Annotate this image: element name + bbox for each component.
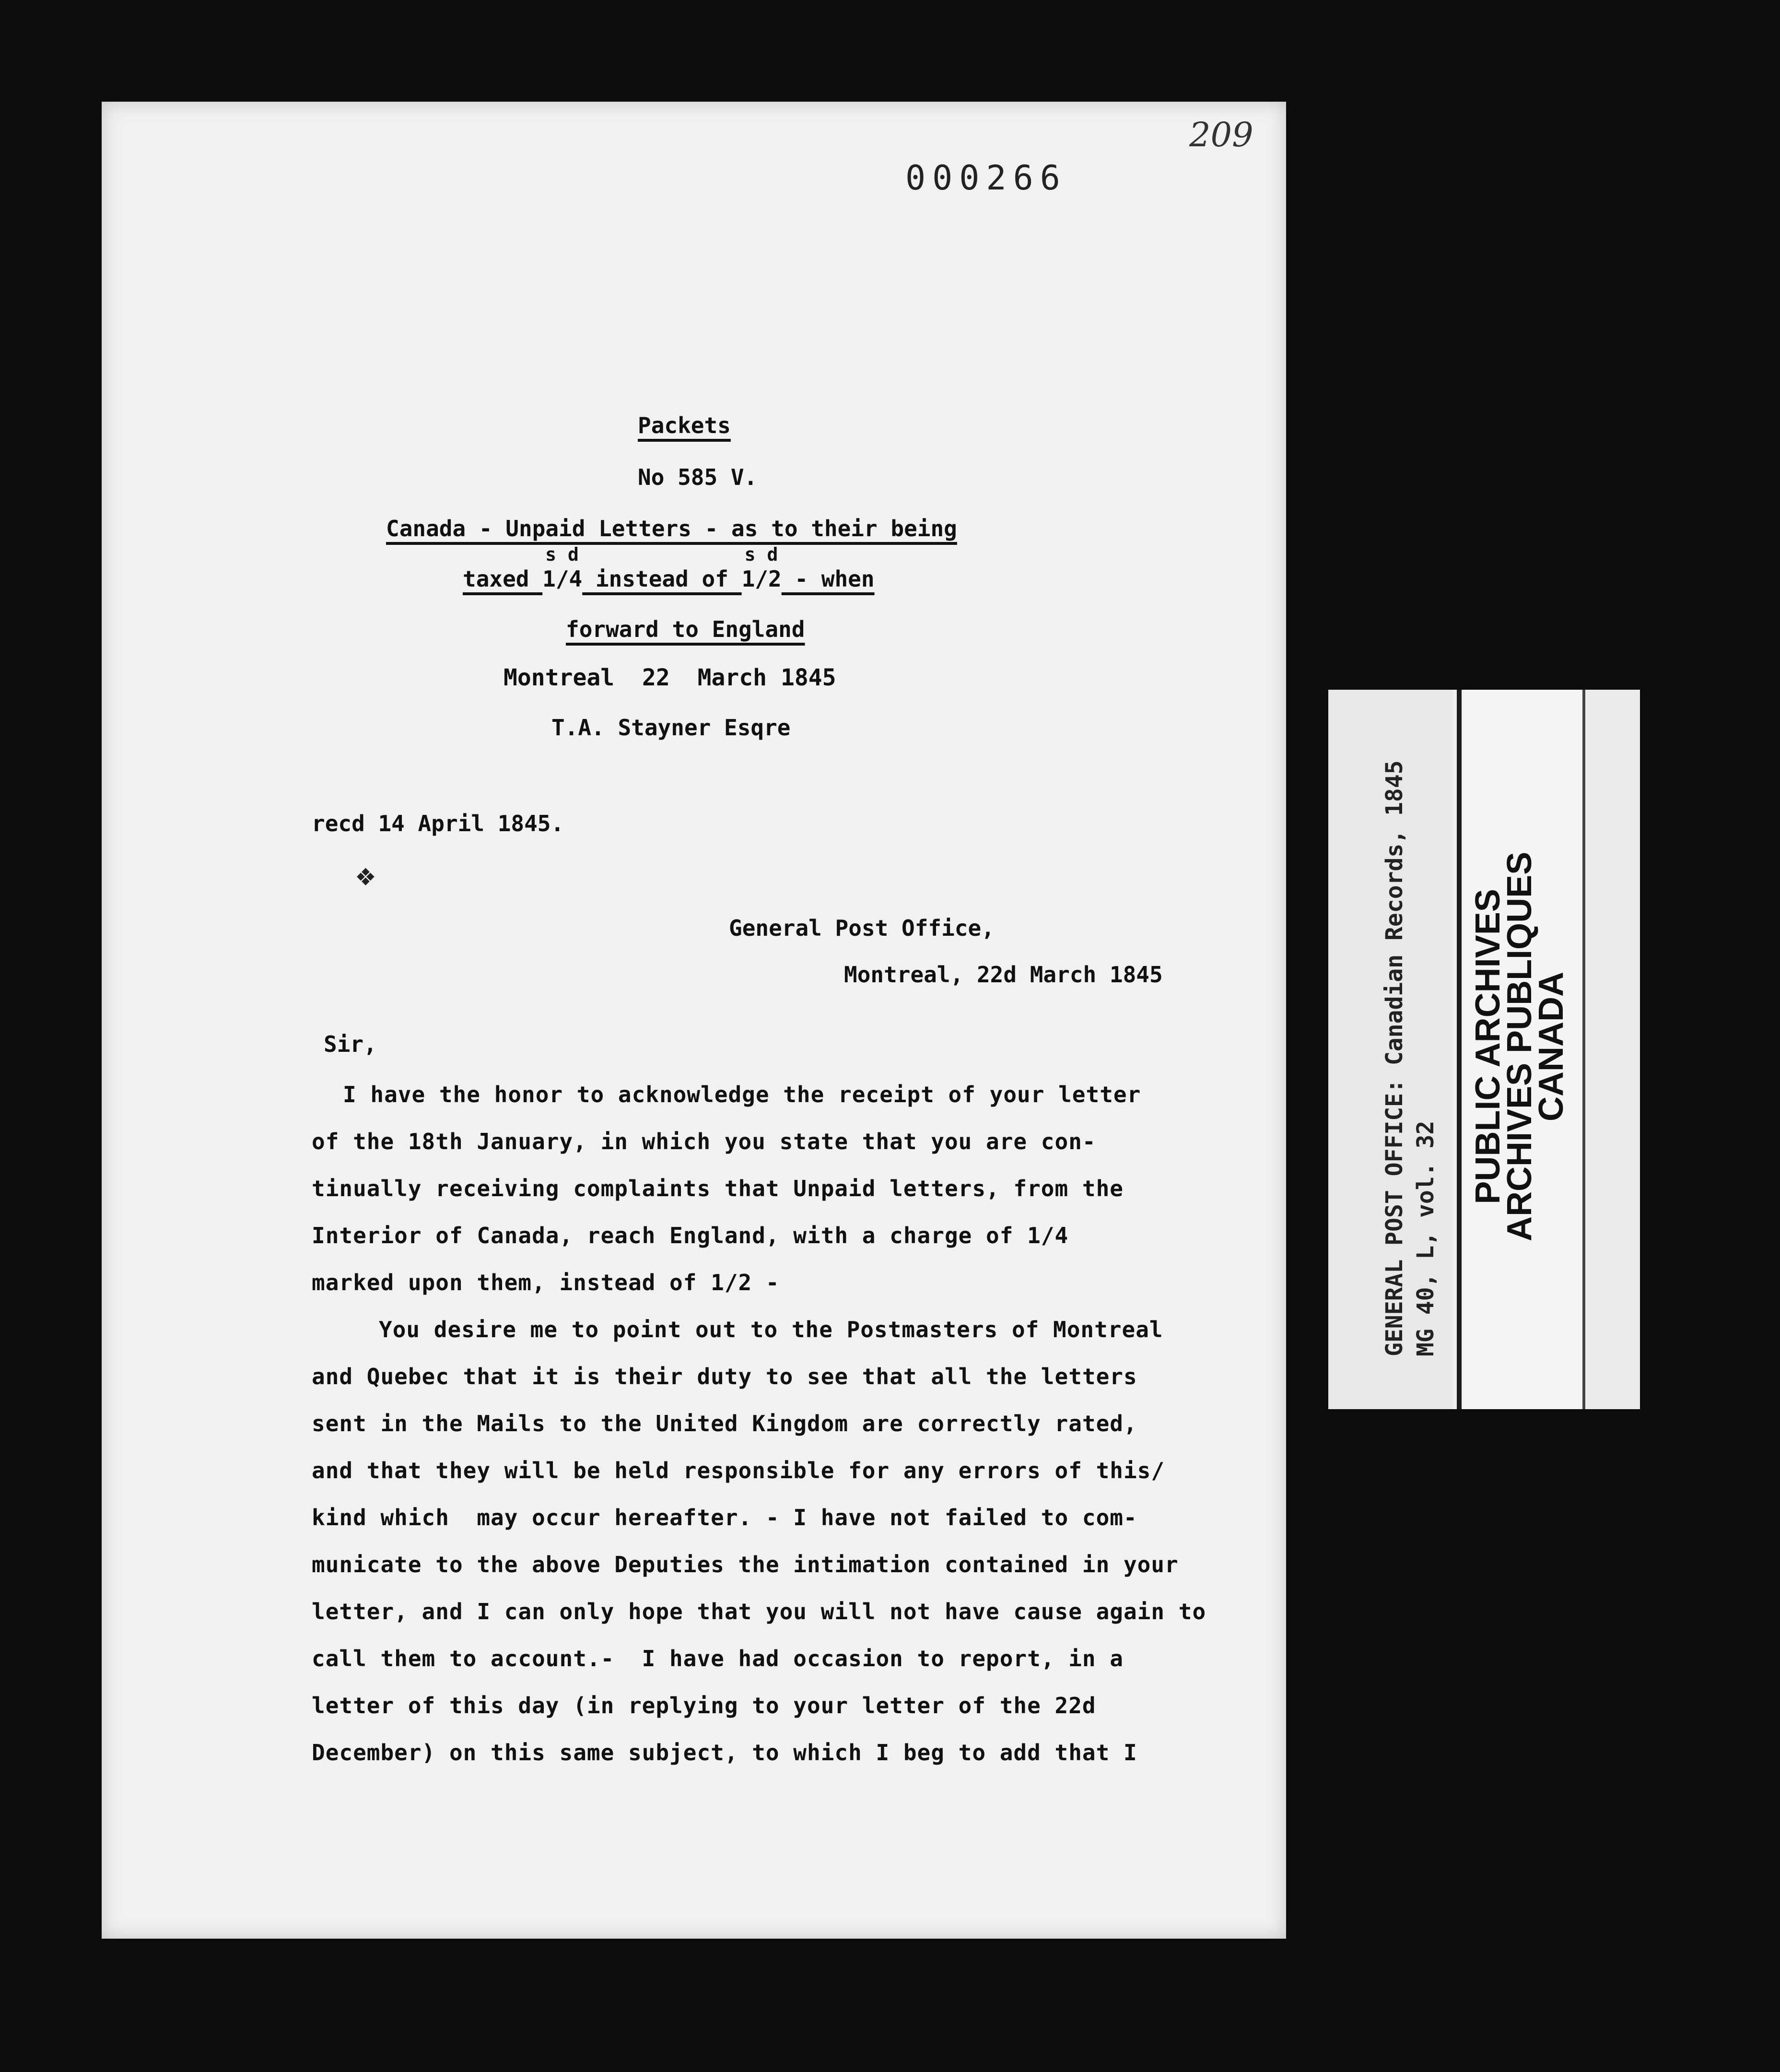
body-line: of the 18th January, in which you state that you are con- — [312, 1129, 1096, 1154]
body-line: You desire me to point out to the Postmasters of Montreal — [379, 1317, 1163, 1342]
office-date: Montreal, 22d March 1845 — [844, 962, 1163, 988]
heading-place-date: Montreal 22 March 1845 — [504, 664, 836, 691]
fraction-1-4-value: 1/4 — [542, 566, 583, 592]
received-note: recd 14 April 1845. — [312, 811, 564, 836]
archives-stamp — [1469, 851, 1570, 1241]
heading-title: Packets — [638, 412, 731, 438]
stamp-line-3: CANADA — [1532, 971, 1570, 1121]
body-line: and that they will be held responsible for any errors of this/ — [312, 1458, 1165, 1483]
subject-line2-mid: instead of — [582, 566, 742, 592]
fraction-1-2-value: 1/2 — [741, 566, 782, 592]
fraction-1-2 — [741, 544, 790, 592]
body-line: marked upon them, instead of 1/2 - — [312, 1270, 780, 1295]
strip-band-right — [1587, 690, 1640, 1409]
body-line: call them to account.- I have had occasion to report, in a — [312, 1646, 1124, 1672]
body-line: tinually receiving complaints that Unpaid letters, from the — [312, 1176, 1124, 1201]
record-line1: GENERAL POST OFFICE: Canadian Records, 1845 — [1381, 760, 1408, 1356]
pencil-folio-number: 209 — [1189, 115, 1253, 154]
salutation: Sir, — [324, 1031, 377, 1057]
strip-separator-2 — [1582, 690, 1585, 1409]
subject-line2-post: - when — [781, 566, 875, 592]
heading-subject-line1: Canada - Unpaid Letters - as to their being — [386, 516, 957, 542]
body-line: sent in the Mails to the United Kingdom are correctly rated, — [312, 1411, 1137, 1436]
office-name: General Post Office, — [729, 915, 995, 941]
bleed-through-text — [307, 336, 319, 359]
body-line: kind which may occur hereafter. - I have not failed to com- — [312, 1505, 1137, 1530]
heading-addressee: T.A. Stayner Esqre — [551, 715, 791, 741]
body-line: I have the honor to acknowledge the receipt of your letter — [343, 1082, 1141, 1107]
record-line2: MG 40, L, vol. 32 — [1412, 1120, 1439, 1356]
stamp-line-2: ARCHIVES PUBLIQUES — [1500, 851, 1539, 1241]
sd-label: sd — [744, 544, 790, 565]
stamp-line-1: PUBLIC ARCHIVES — [1469, 889, 1507, 1204]
subject-line2-pre: taxed — [463, 566, 543, 592]
document-number: 000266 — [905, 158, 1067, 198]
heading-subject-line2 — [463, 544, 875, 592]
body-line: municate to the above Deputies the intimation contained in your — [312, 1552, 1179, 1578]
heading-number: No 585 V. — [638, 464, 758, 490]
heading-subject-line3: forward to England — [566, 616, 805, 642]
body-line: and Quebec that it is their duty to see that all the letters — [312, 1364, 1137, 1389]
archive-label-strip — [1328, 690, 1640, 1409]
body-line: Interior of Canada, reach England, with a charge of 1/4 — [312, 1223, 1069, 1248]
pencil-mark: ❖ — [355, 864, 376, 891]
sd-label: sd — [545, 544, 590, 565]
body-line: letter, and I can only hope that you will not have cause again to — [312, 1599, 1206, 1625]
body-line: December) on this same subject, to which I beg to add that I — [312, 1740, 1137, 1766]
body-line: letter of this day (in replying to your letter of the 22d — [312, 1693, 1096, 1719]
fraction-1-4 — [542, 544, 590, 592]
strip-separator — [1457, 690, 1462, 1409]
